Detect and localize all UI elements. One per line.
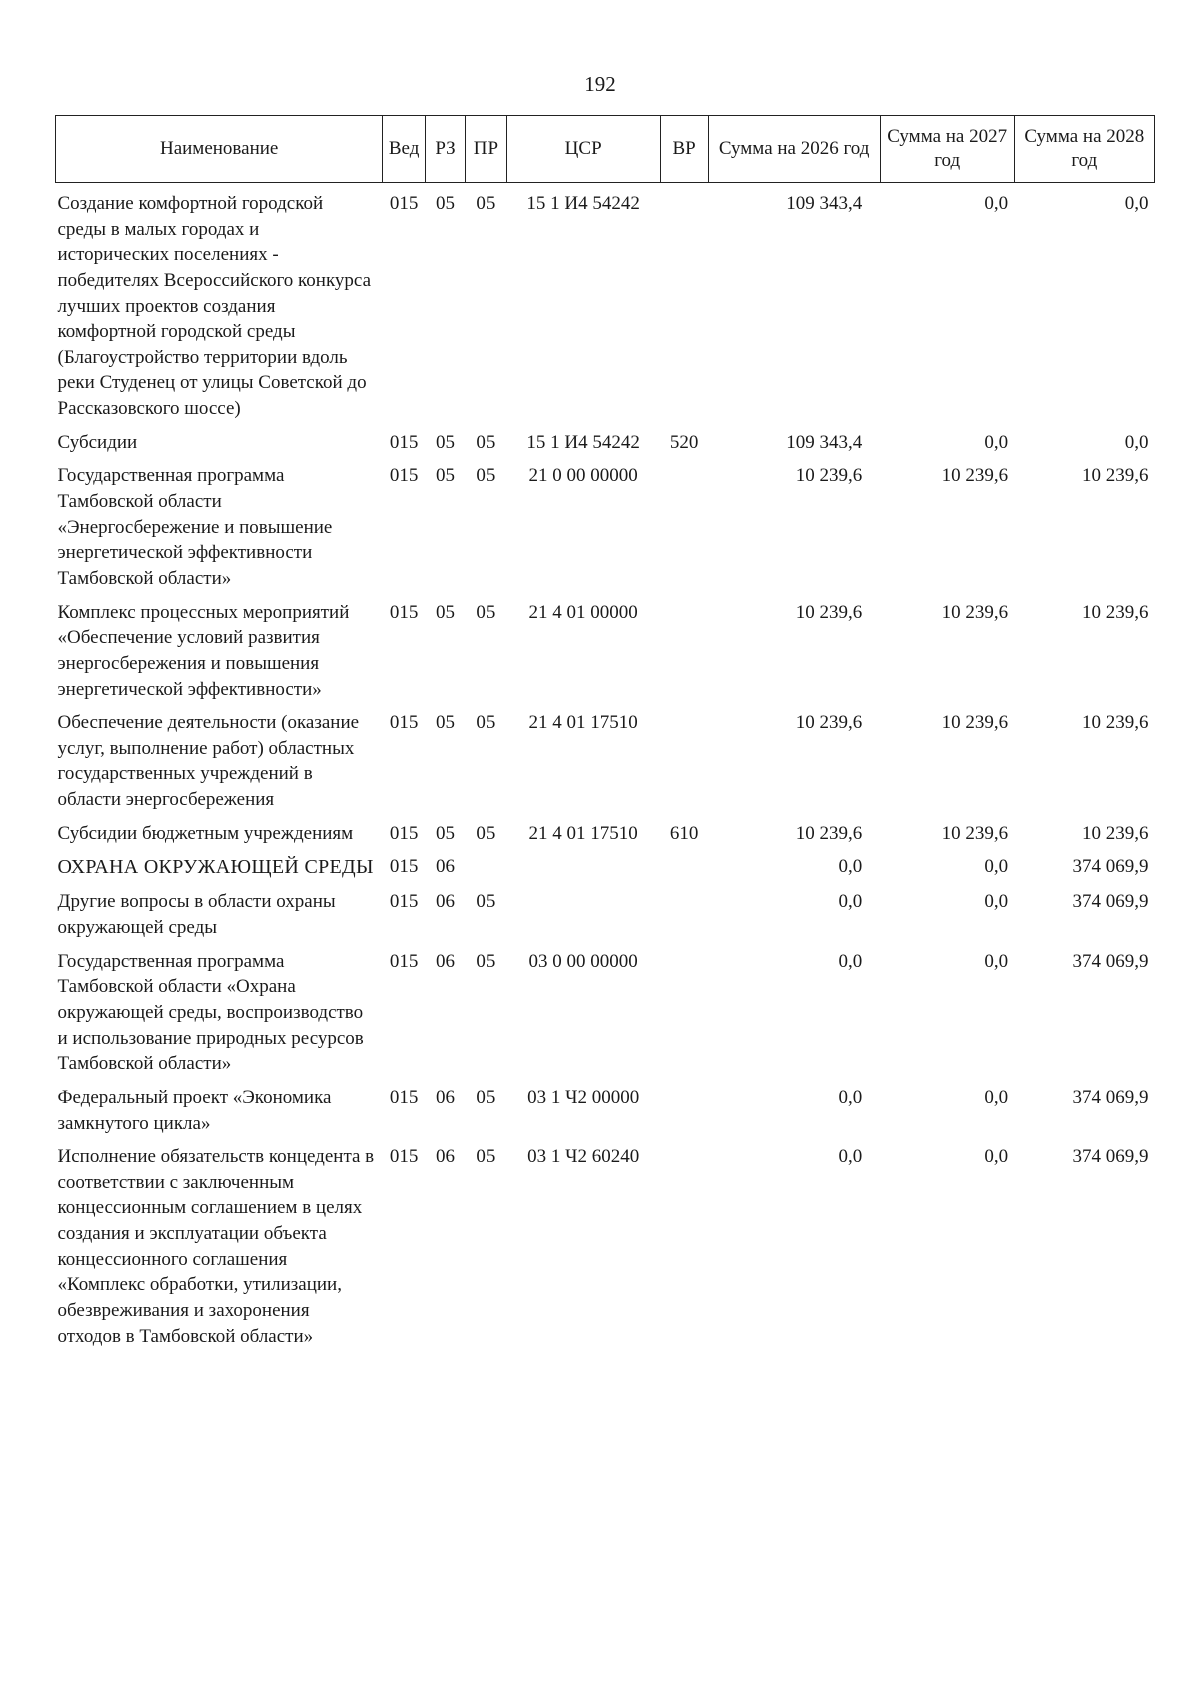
row-sum2027: 0,0 bbox=[984, 1086, 1009, 1108]
row-csr: 21 0 00 00000 bbox=[528, 465, 638, 487]
table-header bbox=[56, 116, 1155, 183]
row-pr: 05 bbox=[476, 601, 496, 623]
row-sum2027: 0,0 bbox=[984, 856, 1009, 878]
row-name: Комплекс процессных мероприятий «Обеспечение условий развития энергосбережения и повышения энергетической эффективности» bbox=[57, 601, 350, 700]
row-rz: 06 bbox=[436, 1086, 456, 1108]
row-sum2027: 0,0 bbox=[984, 193, 1009, 214]
row-sum2028: 374 069,9 bbox=[1072, 1146, 1149, 1168]
row-name: Государственная программа Тамбовской области «Энергосбережение и повышение энергетической эффективности Тамбовской области» bbox=[57, 465, 333, 589]
row-rz: 06 bbox=[436, 856, 456, 878]
row-rz: 05 bbox=[436, 465, 456, 487]
row-ved: 015 bbox=[389, 431, 419, 453]
row-vr bbox=[660, 846, 708, 881]
row-pr bbox=[466, 846, 506, 881]
row-pr: 05 bbox=[476, 950, 496, 972]
table-row bbox=[56, 881, 1155, 940]
row-rz: 06 bbox=[436, 891, 456, 913]
row-pr: 05 bbox=[476, 891, 496, 913]
table-row bbox=[56, 941, 1155, 1077]
col-sum2026-header: Сумма на 2026 год bbox=[708, 116, 880, 183]
row-name: Субсидии bbox=[57, 431, 138, 453]
row-sum2028: 374 069,9 bbox=[1072, 891, 1149, 913]
row-csr bbox=[506, 846, 660, 881]
col-csr-header: ЦСР bbox=[506, 116, 660, 183]
row-name: ОХРАНА ОКРУЖАЮЩЕЙ СРЕДЫ bbox=[57, 856, 374, 879]
row-sum2027: 10 239,6 bbox=[941, 712, 1009, 734]
row-csr: 03 1 Ч2 00000 bbox=[527, 1086, 640, 1108]
row-vr bbox=[660, 1136, 708, 1349]
row-csr: 21 4 01 17510 bbox=[528, 822, 638, 844]
table-row bbox=[56, 183, 1155, 422]
table-row bbox=[56, 702, 1155, 813]
row-pr: 05 bbox=[476, 712, 496, 734]
row-sum2028: 10 239,6 bbox=[1082, 822, 1149, 844]
table-row bbox=[56, 422, 1155, 456]
row-ved: 015 bbox=[389, 891, 419, 913]
row-sum2026: 0,0 bbox=[838, 1146, 863, 1168]
row-sum2027: 0,0 bbox=[984, 950, 1009, 972]
row-ved: 015 bbox=[389, 950, 419, 972]
row-pr: 05 bbox=[476, 1146, 496, 1168]
row-sum2027: 0,0 bbox=[984, 431, 1009, 453]
row-sum2026: 10 239,6 bbox=[795, 822, 863, 844]
row-csr: 21 4 01 00000 bbox=[528, 601, 638, 623]
row-sum2027: 10 239,6 bbox=[941, 822, 1009, 844]
row-vr bbox=[660, 1077, 708, 1136]
row-sum2026: 109 343,4 bbox=[786, 193, 863, 214]
row-sum2027: 10 239,6 bbox=[941, 601, 1009, 623]
row-rz: 05 bbox=[436, 712, 456, 734]
row-name: Обеспечение деятельности (оказание услуг, выполнение работ) областных государственных учреждений в области энергосбережения bbox=[57, 712, 360, 811]
row-csr bbox=[506, 881, 660, 940]
row-ved: 015 bbox=[389, 465, 419, 487]
row-csr: 15 1 И4 54242 bbox=[526, 193, 640, 214]
row-csr: 03 1 Ч2 60240 bbox=[527, 1146, 640, 1168]
row-pr: 05 bbox=[476, 822, 496, 844]
row-ved: 015 bbox=[389, 1086, 419, 1108]
row-vr bbox=[660, 941, 708, 1077]
row-ved: 015 bbox=[389, 856, 419, 878]
row-name: Государственная программа Тамбовской области «Охрана окружающей среды, воспроизводство и использование природных ресурсов Тамбовской области» bbox=[57, 950, 364, 1075]
row-sum2028: 0,0 bbox=[1124, 431, 1149, 453]
row-sum2027: 10 239,6 bbox=[941, 465, 1009, 487]
col-name-header: Наименование bbox=[56, 116, 383, 183]
row-rz: 06 bbox=[436, 950, 456, 972]
row-ved: 015 bbox=[389, 193, 419, 214]
col-vr-header: ВР bbox=[660, 116, 708, 183]
budget-table bbox=[55, 115, 1155, 1349]
row-pr: 05 bbox=[476, 431, 496, 453]
col-ved-header: Вед bbox=[383, 116, 426, 183]
row-sum2026: 0,0 bbox=[838, 856, 863, 878]
row-rz: 05 bbox=[436, 601, 456, 623]
row-sum2026: 0,0 bbox=[838, 950, 863, 972]
row-vr bbox=[660, 592, 708, 703]
row-sum2026: 10 239,6 bbox=[795, 601, 863, 623]
row-pr: 05 bbox=[476, 465, 496, 487]
col-rz-header: РЗ bbox=[425, 116, 465, 183]
row-csr: 03 0 00 00000 bbox=[528, 950, 638, 972]
row-name: Создание комфортной городской среды в малых городах и исторических поселениях - победителях Всероссийского конкурса лучших проектов создания комфортной городской среды (Благоустройство территории вдоль реки Студенец от улицы Советской до Рассказовского шоссе) bbox=[57, 193, 372, 420]
row-sum2028: 0,0 bbox=[1124, 193, 1149, 214]
row-name: Другие вопросы в области охраны окружающей среды bbox=[57, 891, 336, 939]
col-sum2027-header: Сумма на 2027 год bbox=[880, 116, 1014, 183]
row-csr: 15 1 И4 54242 bbox=[526, 431, 640, 453]
row-ved: 015 bbox=[389, 822, 419, 844]
row-rz: 06 bbox=[436, 1146, 456, 1168]
table-row bbox=[56, 1136, 1155, 1349]
row-vr bbox=[660, 702, 708, 813]
row-sum2026: 109 343,4 bbox=[786, 431, 863, 453]
row-sum2028: 374 069,9 bbox=[1072, 856, 1149, 878]
row-rz: 05 bbox=[436, 822, 456, 844]
row-rz: 05 bbox=[436, 431, 456, 453]
row-sum2026: 10 239,6 bbox=[795, 712, 863, 734]
row-sum2026: 10 239,6 bbox=[795, 465, 863, 487]
row-pr: 05 bbox=[476, 193, 496, 214]
row-name: Федеральный проект «Экономика замкнутого цикла» bbox=[57, 1086, 332, 1134]
row-vr bbox=[660, 455, 708, 591]
table-row bbox=[56, 1077, 1155, 1136]
row-name: Исполнение обязательств концедента в соответствии с заключенным концессионным соглашением в целях создания и эксплуатации объекта концессионного соглашения «Комплекс обработки, утилизации, обезвреживания и захоронения отходов в Тамбовской области» bbox=[57, 1146, 375, 1347]
row-sum2027: 0,0 bbox=[984, 1146, 1009, 1168]
row-vr bbox=[660, 183, 708, 422]
table-row bbox=[56, 813, 1155, 847]
row-csr: 21 4 01 17510 bbox=[528, 712, 638, 734]
row-sum2028: 10 239,6 bbox=[1082, 712, 1149, 734]
row-sum2028: 10 239,6 bbox=[1082, 601, 1149, 623]
col-pr-header: ПР bbox=[466, 116, 506, 183]
row-ved: 015 bbox=[389, 1146, 419, 1168]
row-rz: 05 bbox=[436, 193, 456, 214]
row-sum2028: 374 069,9 bbox=[1072, 950, 1149, 972]
row-sum2026: 0,0 bbox=[838, 1086, 863, 1108]
row-sum2026: 0,0 bbox=[838, 891, 863, 913]
row-ved: 015 bbox=[389, 601, 419, 623]
table-row bbox=[56, 846, 1155, 881]
row-ved: 015 bbox=[389, 712, 419, 734]
col-sum2028-header: Сумма на 2028 год bbox=[1014, 116, 1154, 183]
row-vr: 520 bbox=[669, 431, 699, 453]
table-row bbox=[56, 592, 1155, 703]
table-body bbox=[56, 183, 1155, 1350]
row-sum2028: 374 069,9 bbox=[1072, 1086, 1149, 1108]
row-vr bbox=[660, 881, 708, 940]
row-sum2028: 10 239,6 bbox=[1082, 465, 1149, 487]
row-vr: 610 bbox=[669, 822, 699, 844]
row-pr: 05 bbox=[476, 1086, 496, 1108]
row-sum2027: 0,0 bbox=[984, 891, 1009, 913]
table-row bbox=[56, 455, 1155, 591]
row-name: Субсидии бюджетным учреждениям bbox=[57, 822, 354, 844]
page-number: 192 bbox=[584, 72, 616, 96]
